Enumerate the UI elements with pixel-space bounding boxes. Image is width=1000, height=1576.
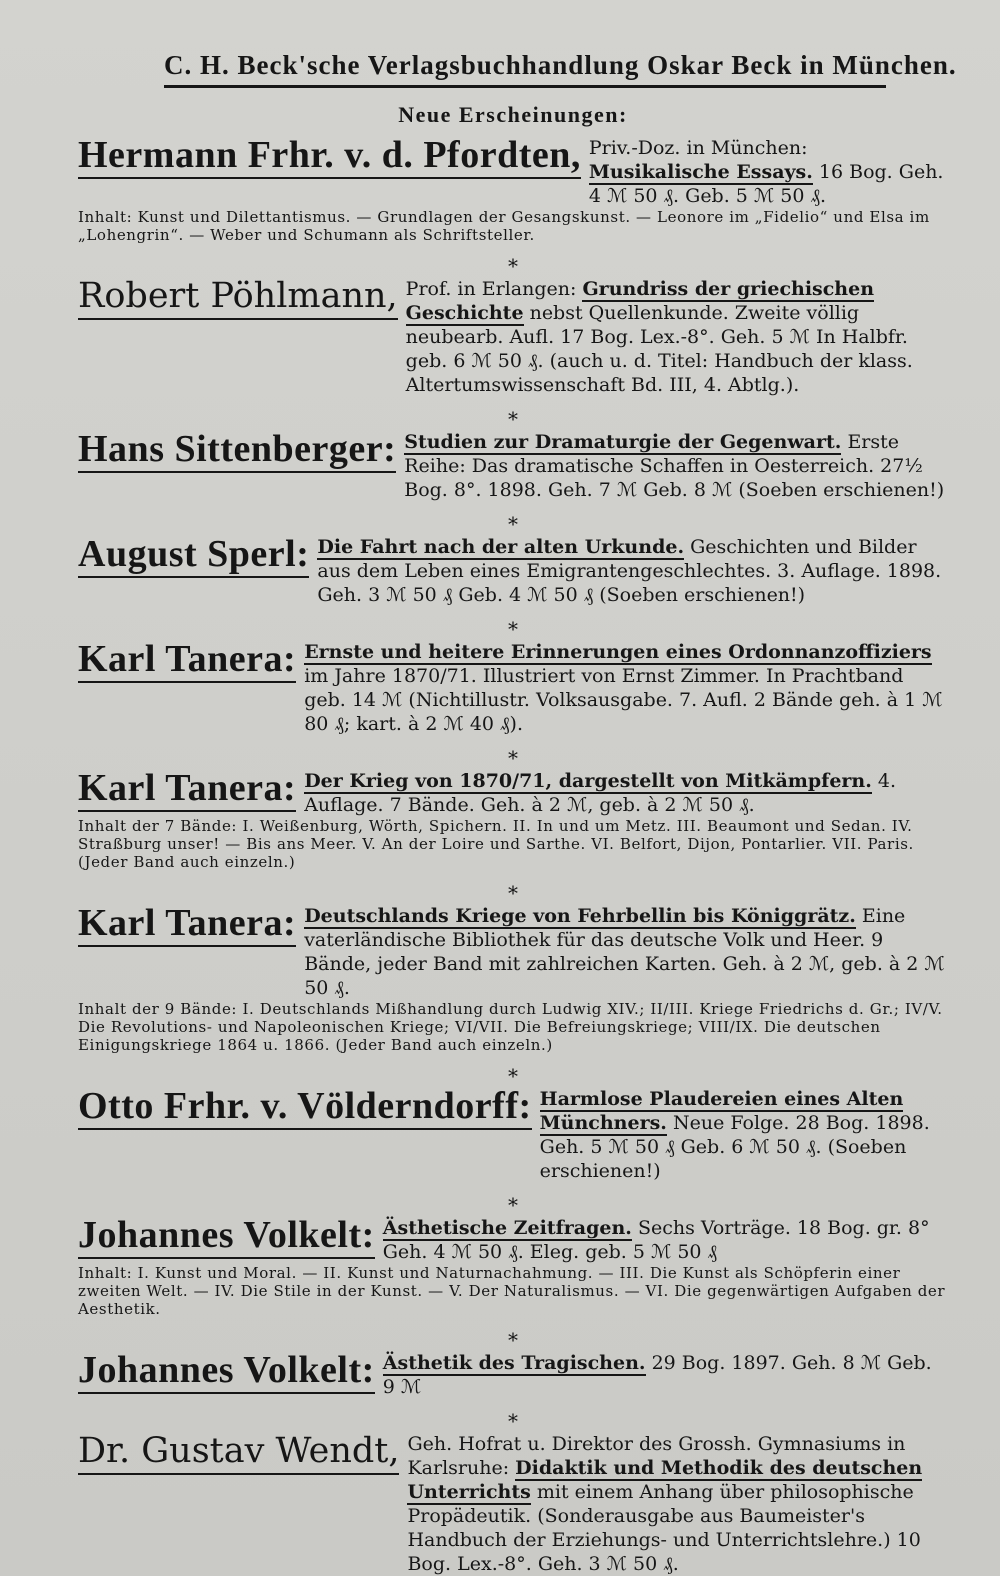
book-entry [78,902,948,1054]
author-name: Hans Sittenberger: [78,428,396,473]
ornament-divider: ⁎ [508,248,518,272]
book-entry [78,638,948,736]
book-entry [78,428,948,502]
author-name: Karl Tanera: [78,638,296,683]
ornament-divider: ⁎ [508,401,518,425]
book-title: Deutschlands Kriege von Fehrbellin bis Königgrätz. [304,905,856,927]
ornament-divider: ⁎ [508,1322,518,1346]
book-details: 4. Auflage. 7 Bände. Geh. à 2 ℳ, geb. à 2 ℳ 50 ₰. [304,770,897,816]
ornament-divider: ⁎ [508,506,518,530]
ornament-divider: ⁎ [508,1187,518,1211]
book-entry [78,134,948,244]
author-name: Johannes Volkelt: [78,1214,375,1259]
ornament-divider: ⁎ [508,611,518,635]
book-details: Sechs Vorträge. 18 Bog. gr. 8° Geh. 4 ℳ 50 ₰. Eleg. geb. 5 ℳ 50 ₰ [382,1217,930,1263]
section-title: Neue Erscheinungen: [398,102,628,127]
book-contents-note: Inhalt der 9 Bände: I. Deutschlands Mißhandlung durch Ludwig XIV.; II/III. Kriege Friedrichs d. Gr.; IV/V. Die Revolutions- und Napoleonischen Kriege; VI/VII. Die Befreiungskriege; VIII/IX. Die deutschen Einigungskriege 1864 u. 1866. (Jeder Band auch einzeln.) [78,1000,943,1054]
ornament-divider: ⁎ [508,875,518,899]
author-name: Robert Pöhlmann, [78,275,398,320]
book-title: Ästhetik des Tragischen. [382,1352,646,1374]
book-contents-note: Inhalt der 7 Bände: I. Weißenburg, Wörth, Spichern. II. In und um Metz. III. Beaumont und Sedan. IV. Straßburg unser! — Bis ans Meer. V. An der Loire und Sarthe. VI. Belfort, Dijon, Pontarlier. VII. Paris. (Jeder Band auch einzeln.) [78,817,914,871]
ornament-divider: ⁎ [508,1058,518,1082]
book-details: mit einem Anhang über philosophische Propädeutik. (Sonderausgabe aus Baumeister's Handbuch der Erziehungs- und Unterrichtslehre.) 10 Bog. Lex.-8°. Geh. 3 ℳ 50 ₰. [407,1481,921,1575]
book-details: Erste Reihe: Das dramatische Schaffen in Oesterreich. 27½ Bog. 8°. 1898. Geh. 7 ℳ Geb. 8 ℳ (Soeben erschienen!) [404,431,945,501]
author-position: Prof. in Erlangen: [405,278,577,300]
book-title: Ernste und heitere Erinnerungen eines Ordonnanzoffiziers [304,641,932,663]
book-title: Der Krieg von 1870/71, dargestellt von Mitkämpfern. [304,770,872,792]
publisher-header: C. H. Beck'sche Verlagsbuchhandlung Oskar Beck in München. [164,50,886,88]
book-title: Die Fahrt nach der alten Urkunde. [317,536,685,558]
book-details: nebst Quellenkunde. Zweite völlig neubearb. Aufl. 17 Bog. Lex.-8°. Geh. 5 ℳ In Halbfr. geb. 6 ℳ 50 ₰. (auch u. d. Titel: Handbuch der klass. Altertumswissenschaft Bd. III, 4. Abtlg.). [405,302,913,396]
book-entry [78,1085,948,1183]
book-entry [78,533,948,607]
author-name: Karl Tanera: [78,902,296,947]
book-contents-note: Inhalt: I. Kunst und Moral. — II. Kunst und Naturnachahmung. — III. Die Kunst als Schöpferin einer zweiten Welt. — IV. Die Stile in der Kunst. — V. Der Naturalismus. — VI. Die gegenwärtigen Aufgaben der Aesthetik. [78,1264,946,1318]
book-title: Studien zur Dramaturgie der Gegenwart. [404,431,842,453]
book-details: 29 Bog. 1897. Geh. 8 ℳ Geb. 9 ℳ [382,1352,932,1398]
ornament-divider: ⁎ [508,1403,518,1427]
book-title: Harmlose Plaudereien eines Alten Münchners. [539,1088,904,1134]
book-entry [78,1214,948,1318]
author-name: Otto Frhr. v. Völderndorff: [78,1085,532,1130]
book-entry [78,767,948,871]
book-details: Neue Folge. 28 Bog. 1898. Geh. 5 ℳ 50 ₰ Geb. 6 ℳ 50 ₰. (Soeben erschienen!) [539,1112,930,1182]
author-name: August Sperl: [78,533,309,578]
book-details: 16 Bog. Geh. 4 ℳ 50 ₰. Geb. 5 ℳ 50 ₰. [588,161,944,207]
book-entry [78,275,948,397]
author-name: Dr. Gustav Wendt, [78,1430,399,1475]
book-entry [78,1349,948,1399]
book-title: Musikalische Essays. [588,161,813,183]
book-title: Grundriss der griechischen Geschichte [405,278,875,324]
book-title: Ästhetische Zeitfragen. [382,1217,632,1239]
author-position: Priv.-Doz. in München: [588,137,808,159]
author-name: Karl Tanera: [78,767,296,812]
book-title: Didaktik und Methodik des deutschen Unterrichts [407,1457,923,1503]
book-details: im Jahre 1870/71. Illustriert von Ernst Zimmer. In Prachtband geb. 14 ℳ (Nichtillustr. Volksausgabe. 7. Aufl. 2 Bände geh. à 1 ℳ 80 ₰; kart. à 2 ℳ 40 ₰). [304,665,943,735]
ornament-divider: ⁎ [508,740,518,764]
book-details: Eine vaterländische Bibliothek für das deutsche Volk und Heer. 9 Bände, jeder Band mit zahlreichen Karten. Geh. à 2 ℳ, geb. à 2 ℳ 50 ₰. [304,905,945,999]
book-details: Geschichten und Bilder aus dem Leben eines Emigrantengeschlechtes. 3. Auflage. 1898. Geh. 3 ℳ 50 ₰ Geb. 4 ℳ 50 ₰ (Soeben erschienen!) [317,536,942,606]
author-name: Johannes Volkelt: [78,1349,375,1394]
author-position: Geh. Hofrat u. Direktor des Grossh. Gymnasiums in Karlsruhe: [407,1433,906,1479]
book-entry [78,1430,948,1576]
book-contents-note: Inhalt: Kunst und Dilettantismus. — Grundlagen der Gesangskunst. — Leonore im „Fidelio“ und Elsa im „Lohengrin“. — Weber und Schumann als Schriftsteller. [78,208,930,244]
author-name: Hermann Frhr. v. d. Pfordten, [78,134,581,179]
